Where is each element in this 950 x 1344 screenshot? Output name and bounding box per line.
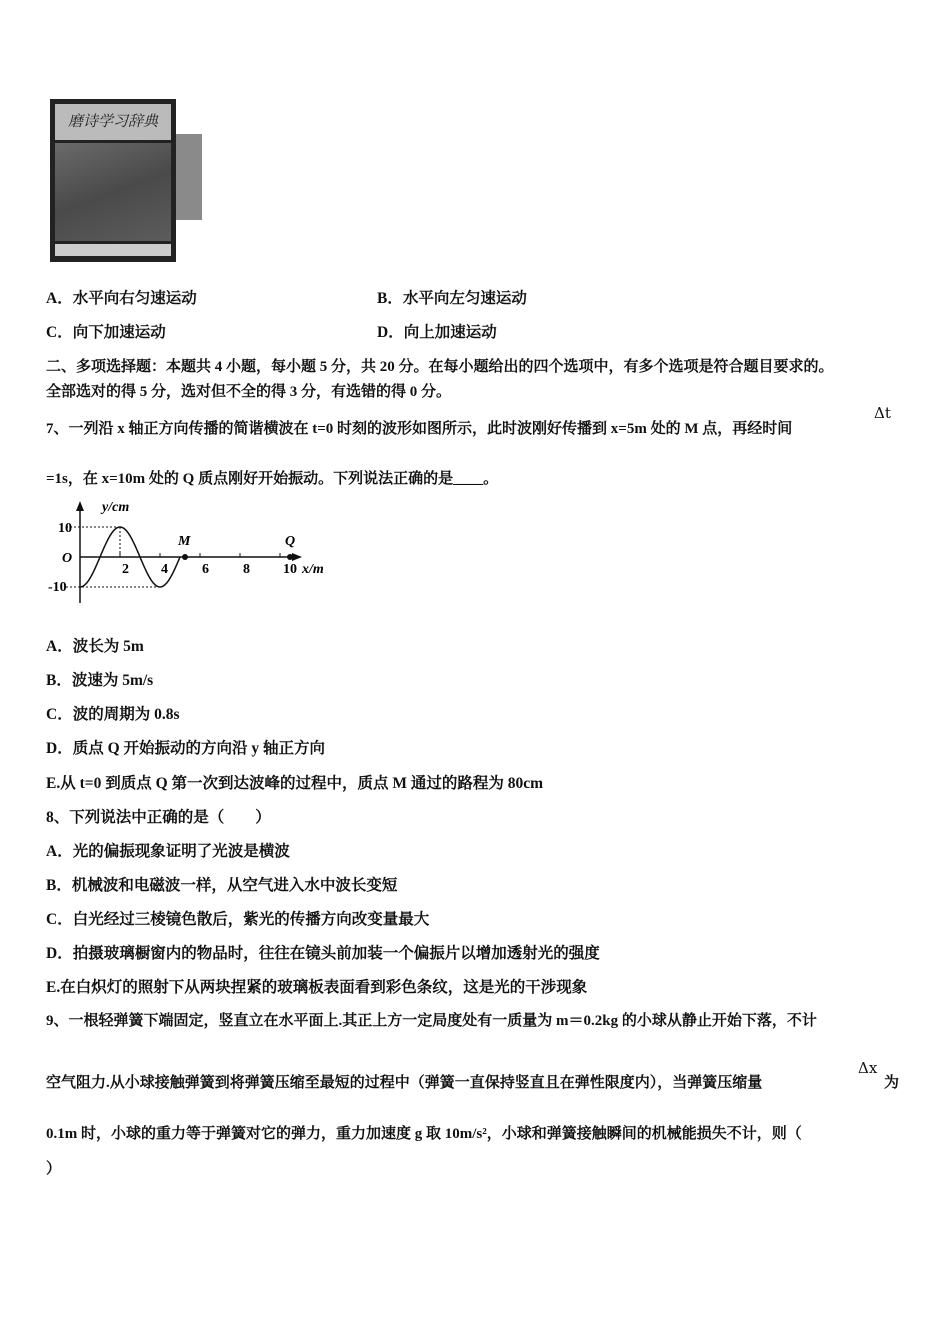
y-axis-label: y/cm: [102, 500, 130, 515]
book-tab: [176, 134, 202, 220]
q9-stem-wei: 为: [884, 1075, 900, 1091]
q6-option-c: C．向下加速运动: [46, 324, 166, 341]
q8-stem: 8、下列说法中正确的是（ ）: [46, 809, 271, 826]
y-axis-arrow: [76, 501, 84, 511]
x-axis-arrow: [292, 553, 302, 561]
point-m: [182, 554, 188, 560]
q6-option-a: A．水平向右匀速运动: [46, 290, 197, 307]
y-tick-neg10: -10: [48, 580, 67, 595]
y-tick-10: 10: [58, 521, 72, 536]
q9-stem-line4: ）: [46, 1161, 62, 1177]
wave-graph: [40, 495, 340, 605]
section2-heading: 二、多项选择题：本题共 4 小题，每小题 5 分，共 20 分。在每小题给出的四个选项中，有多个选项是符合题目要求的。: [46, 359, 834, 375]
book-photo: [50, 99, 176, 262]
origin-label: O: [62, 551, 73, 566]
q8-option-a: A．光的偏振现象证明了光波是横波: [46, 843, 290, 860]
q7-option-e: E.从 t=0 到质点 Q 第一次到达波峰的过程中，质点 M 通过的路程为 80cm: [46, 775, 544, 792]
q8-option-d: D．拍摄玻璃橱窗内的物品时，往往在镜头前加装一个偏振片以增加透射光的强度: [46, 945, 600, 962]
x-tick-6: 6: [202, 562, 209, 577]
x-tick-8: 8: [243, 562, 250, 577]
q9-stem-line3: 0.1m 时，小球的重力等于弹簧对它的弹力，重力加速度 g 取 10m/s²，小球和弹簧接触瞬间的机械能损失不计，则（: [46, 1126, 802, 1142]
section2-note: 全部选对的得 5 分，选对但不全的得 3 分，有选错的得 0 分。: [46, 384, 452, 400]
x-axis-label: x/m: [302, 562, 324, 577]
q8-option-c: C．白光经过三棱镜色散后，紫光的传播方向改变量最大: [46, 911, 430, 928]
x-tick-2: 2: [122, 562, 129, 577]
q7-option-c: C．波的周期为 0.8s: [46, 706, 180, 723]
label-m: M: [178, 534, 191, 549]
q7-stem-line1: 7、一列沿 x 轴正方向传播的简谐横波在 t=0 时刻的波形如图所示，此时波刚好传播到 x=5m 处的 M 点，再经时间: [46, 421, 793, 437]
q9-stem-line1: 9、一根轻弹簧下端固定，竖直立在水平面上.其正上方一定局度处有一质量为 m＝0.2kg 的小球从静止开始下落，不计: [46, 1013, 817, 1029]
book-title: 磨诗学习辞典: [55, 104, 171, 140]
q6-option-b: B．水平向左匀速运动: [377, 290, 527, 307]
q7-stem-line2: =1s，在 x=10m 处的 Q 质点刚好开始振动。下列说法正确的是____。: [46, 471, 499, 487]
q9-delta-x: Δx: [858, 1059, 878, 1077]
q7-delta-t: Δt: [874, 404, 891, 422]
q6-option-d: D．向上加速运动: [377, 324, 497, 341]
q7-option-d: D．质点 Q 开始振动的方向沿 y 轴正方向: [46, 740, 326, 757]
q7-option-a: A．波长为 5m: [46, 638, 144, 655]
point-q: [287, 554, 293, 560]
x-tick-4: 4: [161, 562, 168, 577]
label-q: Q: [285, 534, 296, 549]
q8-option-e: E.在白炽灯的照射下从两块捏紧的玻璃板表面看到彩色条纹，这是光的干涉现象: [46, 979, 588, 996]
q9-stem-line2: 空气阻力.从小球接触弹簧到将弹簧压缩至最短的过程中（弹簧一直保持竖直且在弹性限度内），当弹簧压缩量: [46, 1075, 763, 1091]
q7-option-b: B．波速为 5m/s: [46, 672, 154, 689]
q8-option-b: B．机械波和电磁波一样，从空气进入水中波长变短: [46, 877, 398, 894]
x-tick-10: 10: [283, 562, 297, 577]
